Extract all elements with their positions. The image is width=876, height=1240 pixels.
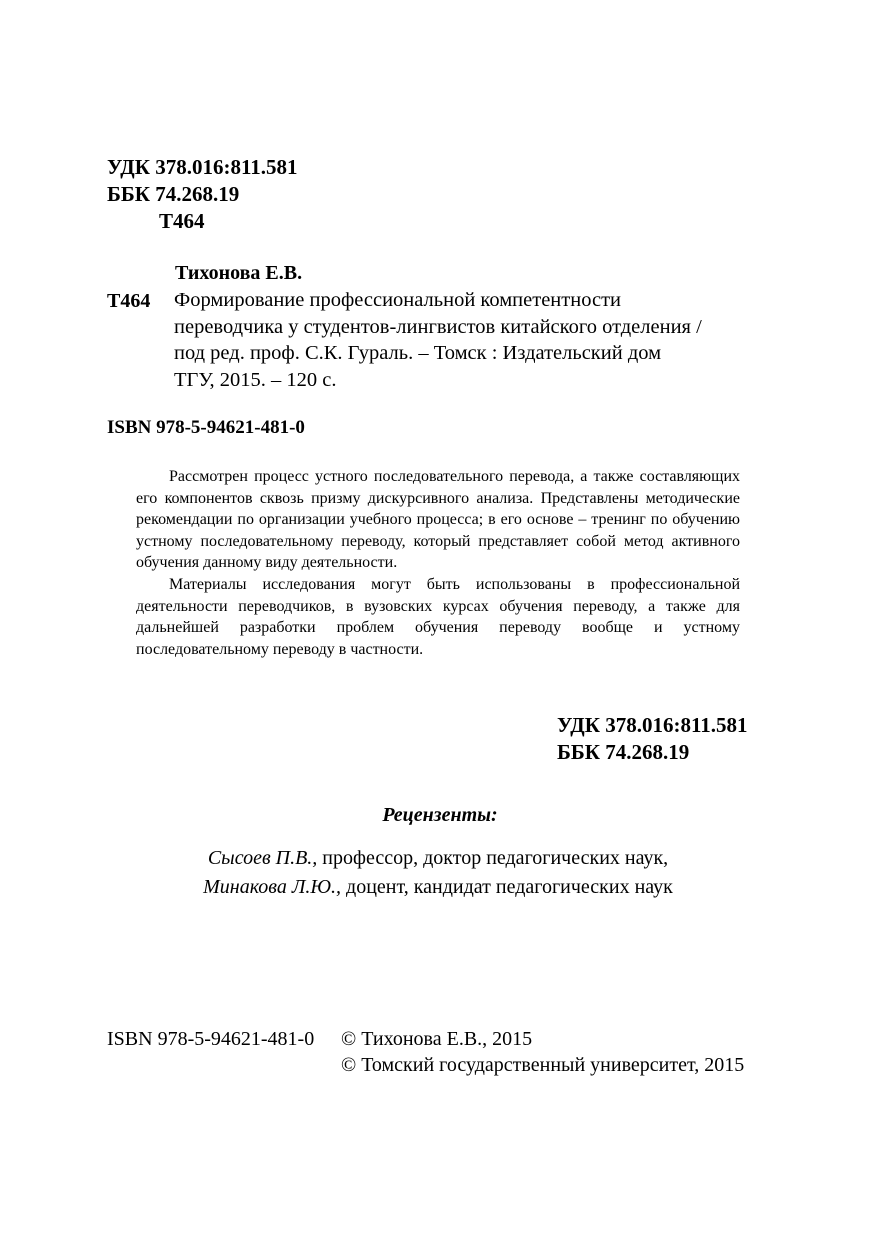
udk-code-right: УДК 378.016:811.581 (557, 713, 748, 737)
reviewers-heading: Рецензенты: (382, 804, 498, 826)
bbk-code-right: ББК 74.268.19 (557, 740, 690, 764)
udk-code: УДК 378.016:811.581 (107, 155, 298, 179)
copyright-university: © Томский государственный университет, 2015 (341, 1054, 745, 1076)
bibliography-line: переводчика у студентов-лингвистов китайского отделения / (174, 315, 702, 338)
reviewer-title: доцент, кандидат педагогических наук (346, 876, 673, 898)
bibliography-line: ТГУ, 2015. – 120 с. (174, 368, 337, 391)
bibliography-line: под ред. проф. С.К. Гураль. – Томск : Издательский дом (174, 342, 662, 364)
reviewers-block (0, 802, 876, 902)
reviewer-name: Сысоев П.В., (207, 847, 318, 869)
abstract (136, 466, 740, 660)
bbk-code: ББК 74.268.19 (107, 182, 240, 206)
abstract-paragraph-1: Рассмотрен процесс устного последовательного перевода, а также составляющих его компонентов сквозь призму дискурсивного анализа. Представлены методические рекомендации по организации учебного процесса; в его основе – тренинг по обучению устному последовательному переводу, который представляет собой метод активного обучения данному виду деятельности. (136, 468, 740, 572)
reviewer-2 (0, 873, 876, 902)
bibliography-description (174, 287, 774, 393)
isbn-heading: ISBN 978-5-94621-481-0 (107, 417, 305, 438)
bibliography-mark: Т464 (107, 290, 151, 312)
footer-isbn: ISBN 978-5-94621-481-0 (107, 1028, 315, 1050)
author-mark: Т464 (159, 209, 205, 233)
abstract-paragraph-2: Материалы исследования могут быть использованы в профессиональной деятельности переводчиков, в вузовских курсах обучения переводу, а также для дальнейшей разработки проблем обучения переводу вообще и устному последовательному переводу в частности. (136, 575, 740, 658)
reviewer-1 (0, 844, 876, 873)
reviewer-title: профессор, доктор педагогических наук, (322, 847, 669, 869)
author-name: Тихонова Е.В. (175, 262, 303, 284)
copyright-author: © Тихонова Е.В., 2015 (341, 1028, 533, 1050)
bibliography-line: Формирование профессиональной компетентности (174, 289, 621, 311)
reviewer-name: Минакова Л.Ю., (203, 876, 342, 898)
